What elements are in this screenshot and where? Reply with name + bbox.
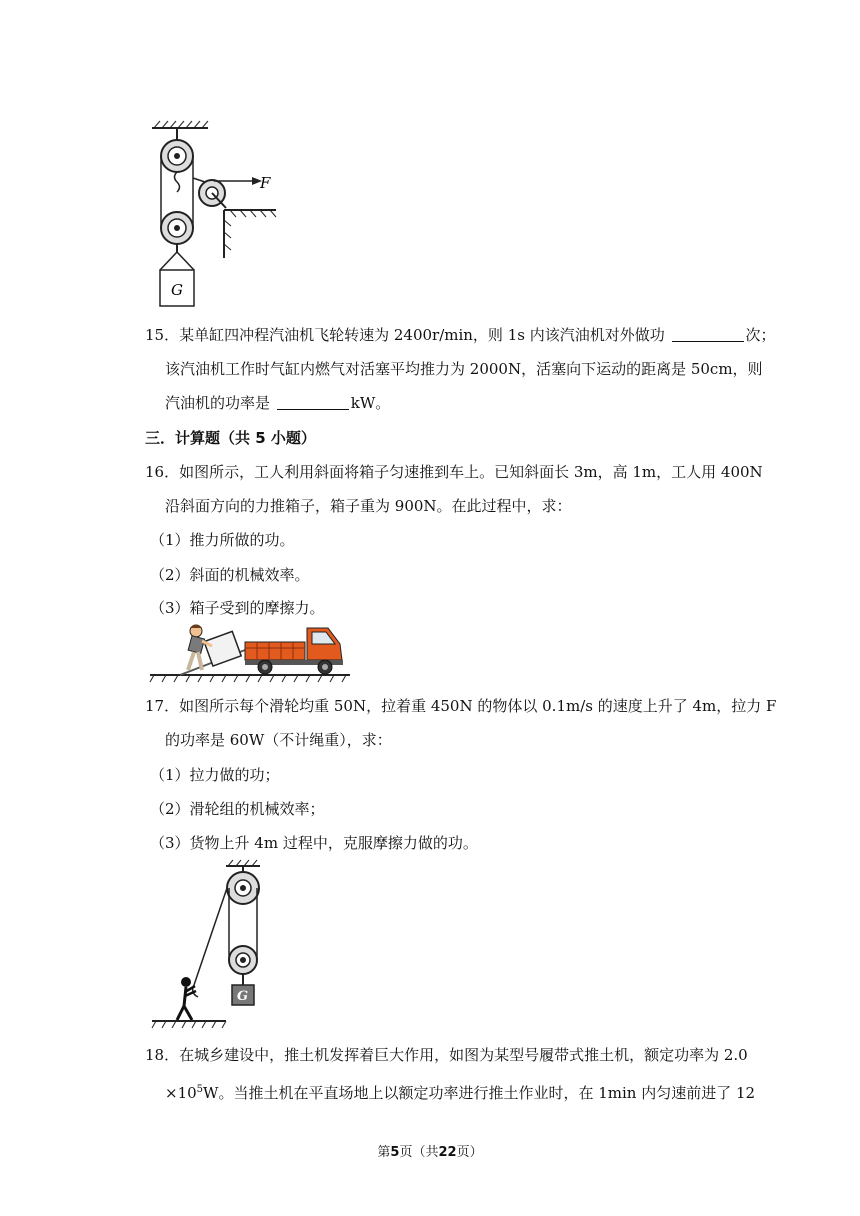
force-label: F	[260, 174, 271, 192]
q16-sub-2: （2）斜面的机械效率。	[150, 566, 310, 584]
page-total: 22	[438, 1145, 457, 1160]
q15-line-2: 该汽油机工作时气缸内燃气对活塞平均推力为 2000N，活塞向下运动的距离是 50cm，则	[165, 360, 763, 378]
q17-line-2: 的功率是 60W（不计绳重），求：	[165, 731, 392, 749]
q16-sub-1: （1）推力所做的功。	[150, 531, 295, 549]
q16-line-2: 沿斜面方向的力推箱子，箱子重为 900N。在此过程中，求：	[165, 497, 572, 515]
weight-label: G	[237, 989, 249, 1004]
page-footer	[0, 1141, 860, 1160]
q17-sub-1: （1）拉力做的功；	[150, 766, 280, 784]
q18-text: W。当推土机在平直场地上以额定功率进行推土作业时，在 1min 内匀速前进了 12	[203, 1084, 756, 1102]
footer-text: 第	[377, 1145, 391, 1160]
footer-text: 页（共	[399, 1145, 439, 1160]
page-number: 5	[390, 1145, 400, 1160]
pulley-figure-2	[150, 860, 285, 1030]
ramp-truck-figure	[150, 620, 355, 685]
q15-text: 汽油机的功率是	[165, 394, 271, 412]
q17-line-1: 17．如图所示每个滑轮均重 50N，拉着重 450N 的物体以 0.1m/s 的速度上升了 4m，拉力 F	[145, 697, 777, 715]
section-heading: 三．计算题（共 5 小题）	[145, 429, 316, 447]
q16-sub-3: （3）箱子受到的摩擦力。	[150, 599, 325, 617]
q18-text: ×10	[165, 1084, 197, 1102]
answer-blank[interactable]	[277, 395, 349, 410]
weight-label: G	[171, 281, 183, 299]
q15-text: kW。	[350, 394, 391, 412]
pulley-figure-1	[140, 118, 290, 313]
q16-line-1: 16．如图所示，工人利用斜面将箱子匀速推到车上。已知斜面长 3m，高 1m，工人用 400N	[145, 463, 763, 481]
q18-line-2	[165, 1080, 755, 1103]
q17-sub-2: （2）滑轮组的机械效率；	[150, 800, 325, 818]
answer-blank[interactable]	[672, 327, 744, 342]
q15-text: 15．某单缸四冲程汽油机飞轮转速为 2400r/min，则 1s 内该汽油机对外做功	[145, 326, 665, 344]
q15-line-1	[145, 325, 776, 345]
q15-line-3	[165, 393, 390, 413]
q15-text: 次；	[745, 326, 776, 344]
q17-sub-3: （3）货物上升 4m 过程中，克服摩擦力做的功。	[150, 834, 478, 852]
q18-exponent: 5	[196, 1084, 204, 1095]
q18-line-1: 18．在城乡建设中，推土机发挥着巨大作用，如图为某型号履带式推土机，额定功率为 2.0	[145, 1046, 748, 1064]
footer-text: 页）	[456, 1145, 483, 1160]
